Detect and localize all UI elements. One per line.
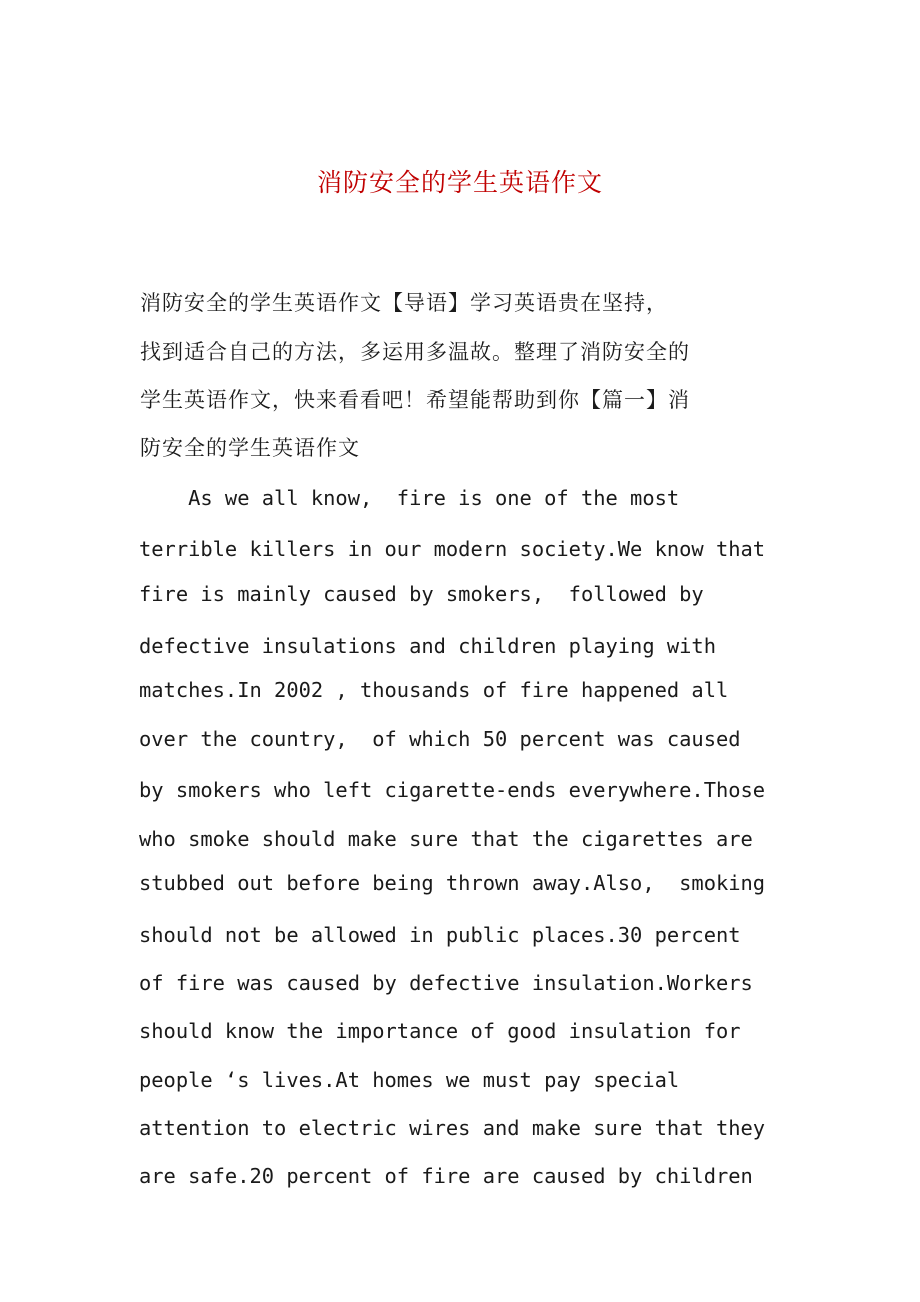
body-line: are safe.20 percent of fire are caused by children	[139, 1164, 753, 1188]
body-line: should know the importance of good insulation for	[139, 1019, 741, 1043]
body-line: As we all know, fire is one of the most	[139, 486, 680, 510]
body-line: of fire was caused by defective insulation.Workers	[139, 971, 753, 995]
body-line: fire is mainly caused by smokers, followed by	[139, 582, 704, 606]
body-line: people ‘s lives.At homes we must pay special	[139, 1068, 680, 1092]
body-line: attention to electric wires and make sure that they	[139, 1116, 766, 1140]
body-line: should not be allowed in public places.30 percent	[139, 923, 741, 947]
intro-line: 消防安全的学生英语作文【导语】学习英语贵在坚持，	[140, 291, 668, 315]
body-line: who smoke should make sure that the cigarettes are	[139, 827, 753, 851]
body-line: terrible killers in our modern society.We know that	[139, 537, 766, 561]
intro-line: 找到适合自己的方法，多运用多温故。整理了消防安全的	[140, 340, 690, 364]
body-line: stubbed out before being thrown away.Also, smoking	[139, 871, 766, 895]
intro-line: 防安全的学生英语作文	[140, 436, 360, 460]
intro-line: 学生英语作文，快来看看吧！希望能帮助到你【篇一】消	[140, 388, 690, 412]
body-line: matches.In 2002 , thousands of fire happened all	[139, 678, 729, 702]
body-line: over the country, of which 50 percent was caused	[139, 727, 741, 751]
document-title: 消防安全的学生英语作文	[316, 168, 603, 197]
body-line: defective insulations and children playing with	[139, 634, 716, 658]
body-line: by smokers who left cigarette-ends everywhere.Those	[139, 778, 766, 802]
